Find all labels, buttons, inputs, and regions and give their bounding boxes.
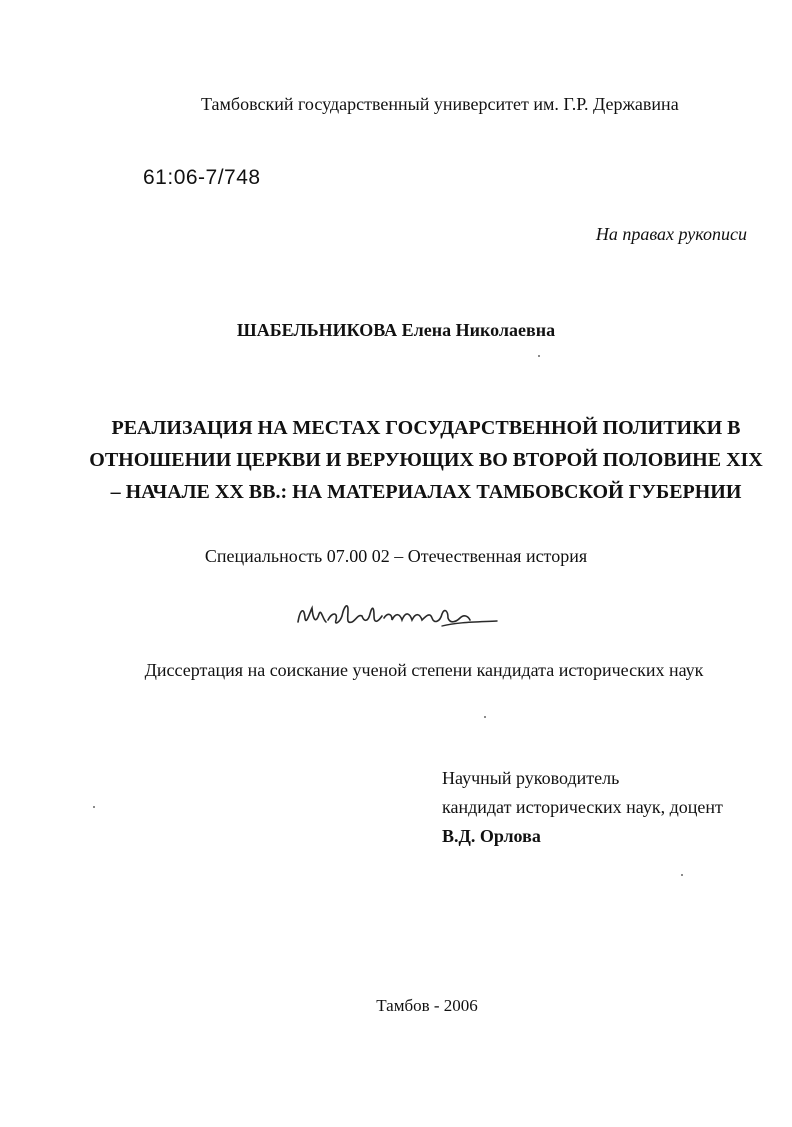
supervisor-name: В.Д. Орлова [442,826,541,846]
thesis-title-line: ОТНОШЕНИИ ЦЕРКВИ И ВЕРУЮЩИХ ВО ВТОРОЙ ПОЛОВИНЕ XIX [89,449,763,471]
author-given-names: Елена Николаевна [401,320,556,340]
author-name [0,320,792,341]
catalog-code: 61:06-7/748 [143,166,261,189]
degree-statement: Диссертация на соискание ученой степени кандидата исторических наук [144,660,704,680]
manuscript-rights-note: На правах рукописи [595,224,747,244]
city-year: Тамбов - 2006 [376,996,478,1015]
handwritten-signature [292,592,502,638]
supervisor-credentials: кандидат исторических наук, доцент [442,797,723,817]
thesis-title [60,412,792,508]
scan-speck [681,874,683,876]
thesis-title-line: – НАЧАЛЕ XX ВВ.: НА МАТЕРИАЛАХ ТАМБОВСКОЙ ГУБЕРНИИ [110,481,742,503]
scan-speck [484,716,486,718]
thesis-title-line: РЕАЛИЗАЦИЯ НА МЕСТАХ ГОСУДАРСТВЕННОЙ ПОЛИТИКИ В [111,417,741,439]
supervisor-block [442,764,723,851]
specialty-line: Специальность 07.00 02 – Отечественная история [204,546,588,566]
university-name: Тамбовский государственный университет им. Г.Р. Державина [201,94,679,114]
author-surname: ШАБЕЛЬНИКОВА [236,320,398,340]
supervisor-role: Научный руководитель [442,768,620,788]
scan-speck [93,806,95,808]
scan-speck [538,355,540,357]
